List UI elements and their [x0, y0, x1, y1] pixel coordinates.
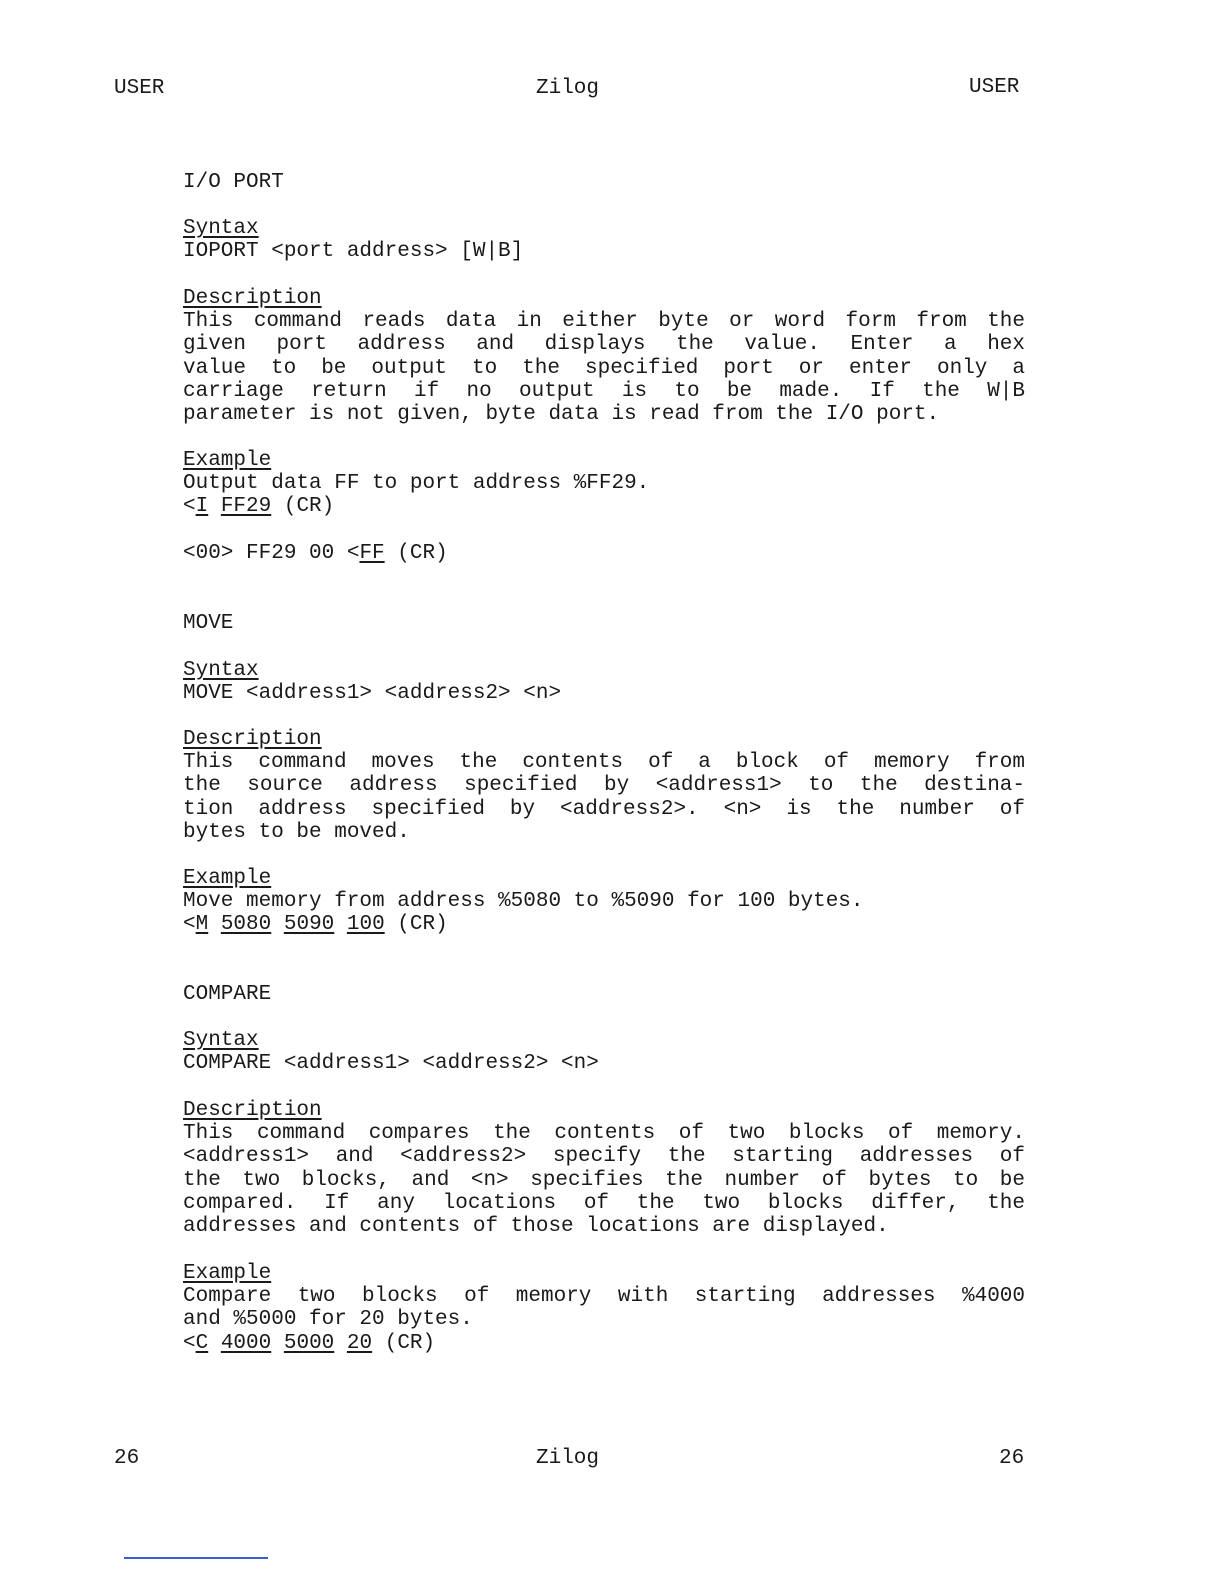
syntax-text: IOPORT <port address> [W|B]	[183, 240, 524, 264]
example-command: <I FF29 (CR)	[183, 495, 335, 519]
description-line: bytes to be moved.	[183, 820, 410, 844]
example-text: Compare two blocks of memory with starting addresses %4000	[183, 1285, 1025, 1309]
compare-title-block	[183, 983, 1025, 1006]
compare-description-block	[183, 1099, 1025, 1238]
syntax-heading: Syntax	[183, 217, 259, 240]
header-center: Zilog	[536, 77, 600, 100]
ioport-example-block	[183, 449, 1025, 519]
example-heading: Example	[183, 449, 272, 472]
section-title: MOVE	[183, 612, 234, 635]
description-line: addresses and contents of those locations are displayed.	[183, 1214, 889, 1238]
page-number-right: 26	[999, 1447, 1025, 1470]
section-title: COMPARE	[183, 983, 272, 1006]
example-heading: Example	[183, 867, 272, 890]
example-response: <00> FF29 00 <FF (CR)	[183, 542, 448, 565]
syntax-heading: Syntax	[183, 1029, 259, 1052]
syntax-text: MOVE <address1> <address2> <n>	[183, 682, 562, 706]
description-line: given port address and displays the value. Enter a hex	[183, 333, 1025, 357]
header-left: USER	[114, 77, 165, 100]
section-title: I/O PORT	[183, 171, 284, 194]
description-line: This command moves the contents of a block of memory from	[183, 751, 1025, 775]
ioport-title-block	[183, 171, 1025, 194]
ioport-response-block	[183, 542, 1025, 565]
example-text: Output data FF to port address %FF29.	[183, 472, 650, 496]
description-line: compared. If any locations of the two blocks differ, the	[183, 1191, 1025, 1215]
description-line: the two blocks, and <n> specifies the number of bytes to be	[183, 1168, 1025, 1192]
ioport-description-block	[183, 287, 1025, 426]
scan-edge-line	[124, 1557, 268, 1559]
move-syntax-block	[183, 659, 1025, 705]
header-right: USER	[969, 76, 1020, 99]
description-heading: Description	[183, 728, 322, 751]
description-line: tion address specified by <address2>. <n> is the number of	[183, 797, 1025, 821]
compare-example-block	[183, 1262, 1025, 1355]
description-line: This command compares the contents of two blocks of memory.	[183, 1122, 1025, 1146]
description-line: carriage return if no output is to be made. If the W|B	[183, 379, 1025, 403]
description-heading: Description	[183, 1099, 322, 1122]
example-text: and %5000 for 20 bytes.	[183, 1308, 473, 1332]
description-heading: Description	[183, 287, 322, 310]
syntax-text: COMPARE <address1> <address2> <n>	[183, 1052, 599, 1076]
example-command: <C 4000 5000 20 (CR)	[183, 1331, 436, 1355]
syntax-heading: Syntax	[183, 659, 259, 682]
description-line: value to be output to the specified port or enter only a	[183, 356, 1025, 380]
footer-center: Zilog	[536, 1447, 600, 1470]
move-title-block	[183, 612, 1025, 635]
example-heading: Example	[183, 1262, 272, 1285]
description-line: This command reads data in either byte or word form from the	[183, 310, 1025, 334]
description-line: the source address specified by <address1> to the destina-	[183, 774, 1025, 798]
compare-syntax-block	[183, 1029, 1025, 1075]
description-line: <address1> and <address2> specify the starting addresses of	[183, 1145, 1025, 1169]
move-description-block	[183, 728, 1025, 844]
example-command: <M 5080 5090 100 (CR)	[183, 913, 448, 937]
ioport-syntax-block	[183, 217, 1025, 263]
example-text: Move memory from address %5080 to %5090 for 100 bytes.	[183, 890, 864, 914]
description-line: parameter is not given, byte data is read from the I/O port.	[183, 402, 940, 426]
page-number-left: 26	[114, 1447, 140, 1470]
move-example-block	[183, 867, 1025, 937]
